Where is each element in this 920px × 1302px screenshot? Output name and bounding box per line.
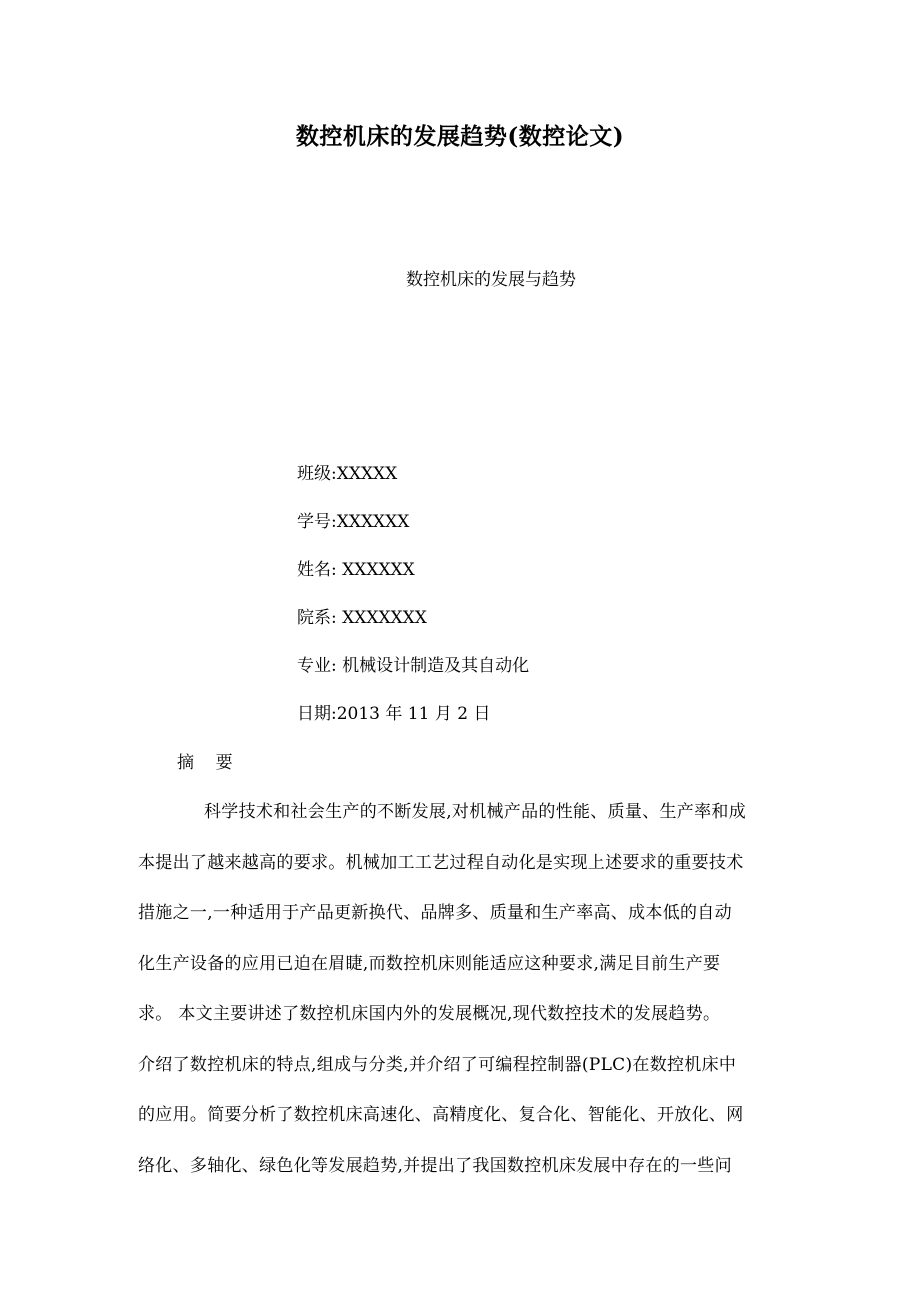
info-value: 2013 年 11 月 2 日 [336,704,491,724]
abstract-heading: 摘 要 [177,753,233,773]
abstract-line: 的应用。简要分析了数控机床高速化、高精度化、复合化、智能化、开放化、网 [138,1105,744,1125]
abstract-line: 求。 本文主要讲述了数控机床国内外的发展概况,现代数控技术的发展趋势。 [138,1004,721,1024]
info-separator: : [331,608,343,628]
abstract-line: 化生产设备的应用已迫在眉睫,而数控机床则能适应这种要求,满足目前生产要 [138,953,721,974]
abstract-line: 本提出了越来越高的要求。机械加工工艺过程自动化是实现上述要求的重要技术 [138,852,744,873]
info-label: 姓名 [297,560,331,580]
abstract-line: 介绍了数控机床的特点,组成与分类,并介绍了可编程控制器(PLC)在数控机床中 [138,1054,737,1075]
info-value: XXXXXX [342,560,415,580]
abstract-line: 科学技术和社会生产的不断发展,对机械产品的性能、质量、生产率和成 [204,802,747,822]
info-value: XXXXX [336,464,398,484]
info-row-major [297,651,529,699]
info-separator: : [331,464,337,484]
info-label: 院系 [297,608,331,628]
info-label: 日期 [297,704,331,724]
info-row-student-id [297,507,529,555]
info-row-class [297,459,529,507]
student-info-list [297,459,529,747]
info-label: 班级 [297,464,331,484]
info-separator: : [331,560,343,580]
abstract-body [138,792,798,1196]
info-separator: : [331,512,337,532]
info-label: 学号 [297,512,331,532]
info-row-department [297,603,529,651]
info-separator: : [331,656,343,676]
info-value: 机械设计制造及其自动化 [342,656,530,676]
document-subtitle: 数控机床的发展与趋势 [406,270,576,290]
info-label: 专业 [297,656,331,676]
info-row-date [297,699,529,747]
info-row-name [297,555,529,603]
info-separator: : [331,704,337,724]
abstract-line: 措施之一,一种适用于产品更新换代、品牌多、质量和生产率高、成本低的自动 [138,903,732,923]
info-value: XXXXXX [336,512,410,532]
abstract-line: 络化、多轴化、绿色化等发展趋势,并提出了我国数控机床发展中存在的一些问 [138,1155,732,1176]
document-title: 数控机床的发展趋势(数控论文) [295,123,625,150]
info-value: XXXXXXX [342,608,427,628]
